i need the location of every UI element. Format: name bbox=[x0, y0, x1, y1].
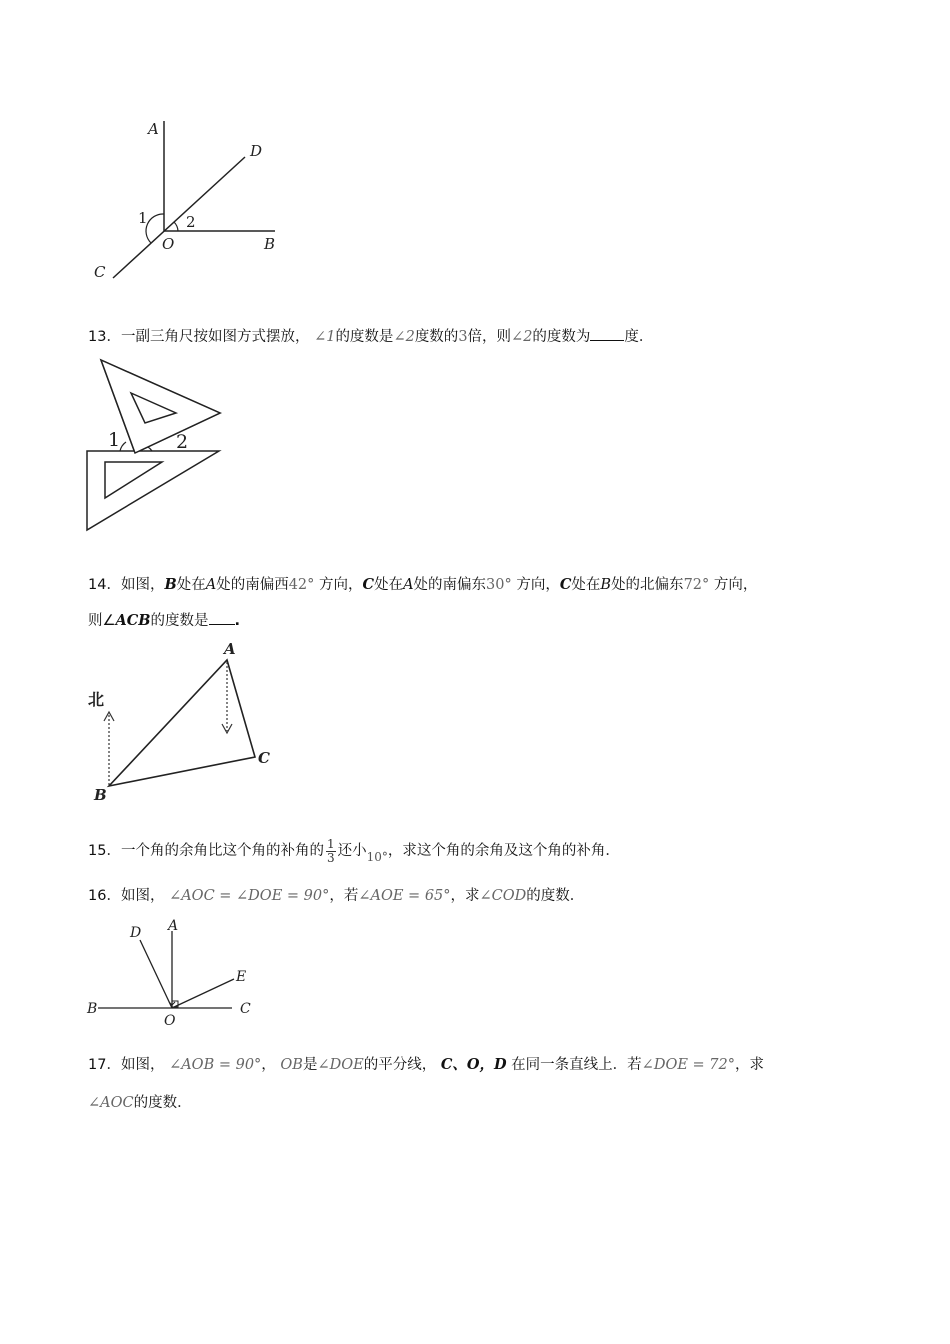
label-O: O bbox=[164, 1013, 176, 1029]
south-arrowhead bbox=[222, 724, 232, 733]
math-angle-1: ∠1 bbox=[314, 329, 336, 345]
angle-2-label: 2 bbox=[186, 213, 196, 231]
question-17-line-2: ∠AOC的度数． bbox=[88, 1095, 192, 1111]
label-B: B bbox=[264, 235, 276, 253]
figure-14-svg bbox=[82, 640, 282, 810]
points-cod: C、O，D bbox=[440, 1056, 507, 1073]
question-13: 13．一副三角尺按如图方式摆放， ∠1的度数是∠2度数的3倍，则∠2的度数为 度． bbox=[88, 326, 653, 348]
figure-16-svg bbox=[82, 915, 272, 1030]
label-A: A bbox=[224, 640, 236, 658]
question-15: 15．一个角的余角比这个角的补角的 $\frac{1}{3}$ 还小$_{10^\circ}$，求这个角的余角及这个角的补角． bbox=[88, 836, 620, 865]
label-D: D bbox=[250, 142, 263, 160]
fraction-one-third: $\frac{1}{3}$ bbox=[326, 836, 335, 865]
label-C: C bbox=[240, 1001, 251, 1017]
line-CD bbox=[113, 157, 245, 278]
label-O: O bbox=[162, 235, 175, 253]
ray-OD bbox=[140, 940, 172, 1008]
math-angle-aob: ∠AOB = 90° bbox=[169, 1057, 262, 1073]
label-A: A bbox=[148, 120, 159, 138]
math-angle-2: ∠2 bbox=[393, 329, 415, 345]
angle-1-label: 1 bbox=[108, 429, 121, 451]
ray-OE bbox=[172, 979, 234, 1008]
label-D: D bbox=[130, 925, 142, 941]
label-C: C bbox=[94, 263, 106, 281]
question-14-line-1: 14．如图，B处在A处的南偏西42° 方向，C处在A处的南偏东30° 方向，C处在B处的北偏东72° 方向， bbox=[88, 576, 758, 593]
triangle-ABC bbox=[109, 660, 255, 786]
math-equation-1: ∠AOC = ∠DOE = 90° bbox=[169, 888, 330, 904]
question-number: 16 bbox=[88, 888, 107, 904]
angle-1-arc bbox=[120, 442, 126, 451]
label-C: C bbox=[258, 749, 270, 767]
figure-12-svg bbox=[80, 110, 300, 290]
label-A: A bbox=[168, 918, 179, 934]
math-ten-degrees: 10° bbox=[366, 850, 388, 864]
angle-2-arc bbox=[174, 222, 178, 231]
figure-directions bbox=[82, 640, 282, 810]
label-B: B bbox=[87, 1001, 98, 1017]
angle-2-label: 2 bbox=[176, 431, 189, 453]
question-number: 15 bbox=[88, 843, 107, 859]
math-angle-doe: ∠DOE bbox=[317, 1057, 364, 1073]
question-number: 14 bbox=[88, 577, 107, 593]
label-B: B bbox=[94, 786, 107, 804]
angle-1-label: 1 bbox=[138, 209, 148, 227]
math-angle-2b: ∠2 bbox=[511, 329, 533, 345]
math-doe-value: ∠DOE = 72° bbox=[641, 1057, 735, 1073]
math-ob: OB bbox=[280, 1057, 303, 1073]
north-label: 北 bbox=[88, 690, 105, 709]
label-E: E bbox=[236, 969, 247, 985]
question-14-line-2: 则∠ACB的度数是 . bbox=[88, 612, 241, 629]
question-number: 13 bbox=[88, 329, 107, 345]
question-17-line-1: 17．如图， ∠AOB = 90°， OB是∠DOE的平分线， C、O，D 在同一条直线上．若∠DOE = 72°，求 bbox=[88, 1056, 764, 1073]
lower-triangle bbox=[87, 451, 219, 530]
question-number: 17 bbox=[88, 1057, 107, 1073]
figure-aoc-doe bbox=[82, 915, 272, 1030]
answer-blank[interactable] bbox=[209, 610, 235, 625]
question-16: 16．如图， ∠AOC = ∠DOE = 90°，若∠AOE = 65°，求∠COD的度数． bbox=[88, 888, 585, 904]
math-equation-2: ∠AOE = 65° bbox=[358, 888, 451, 904]
figure-angles-aobcd bbox=[80, 110, 300, 290]
math-angle-cod: ∠COD bbox=[479, 888, 527, 904]
answer-blank[interactable] bbox=[590, 326, 624, 341]
math-angle-aoc: ∠AOC bbox=[88, 1095, 134, 1111]
figure-13-svg bbox=[82, 355, 232, 540]
figure-set-squares bbox=[82, 355, 232, 540]
math-three: 3 bbox=[458, 329, 468, 345]
